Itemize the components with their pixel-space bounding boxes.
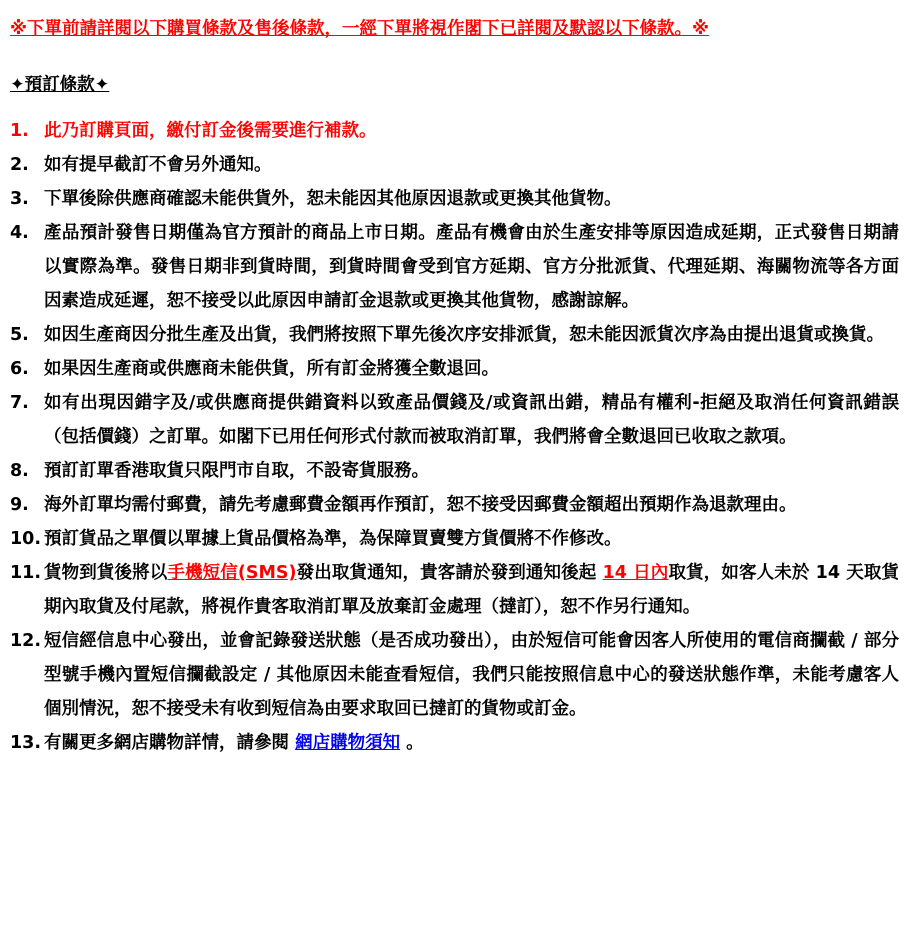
term-number: 4. [10,223,29,243]
term-segment: 有關更多網店購物詳情，請參閱 [44,733,296,753]
term-segment: 產品預計發售日期僅為官方預計的商品上市日期。產品有機會由於生產安排等原因造成延期，正式發售日期請以實際為準。發售日期非到貨時間，到貨時間會受到官方延期、官方分批派貨、代理延期、海關物流等各方面因素造成延遲，恕不接受以此原因申請訂金退款或更換其他貨物，感謝諒解。 [44,223,899,311]
term-number: 12. [10,631,42,651]
term-text [44,556,899,624]
term-item-13 [10,726,899,760]
term-item-4 [10,216,899,318]
term-text [44,318,899,352]
term-segment: 14 日內 [602,563,669,583]
term-number: 5. [10,325,29,345]
term-number: 3. [10,189,29,209]
term-segment: 。 [400,733,424,753]
term-text [44,624,899,726]
term-item-8 [10,454,899,488]
term-item-3 [10,182,899,216]
term-number: 1. [10,121,29,141]
terms-list [10,114,899,760]
term-item-11 [10,556,899,624]
term-text [44,522,899,556]
term-segment: 貨物到貨後將以 [44,563,168,583]
term-segment: 短信經信息中心發出，並會記錄發送狀態（是否成功發出），由於短信可能會因客人所使用的電信商攔截 / 部分型號手機內置短信攔截設定 / 其他原因未能查看短信，我們只能按照信息中心的發送狀態作準，未能考慮客人個別情況，恕不接受未有收到短信為由要求取回已撻訂的貨物或訂金。 [44,631,899,719]
term-text [44,726,899,760]
term-item-5 [10,318,899,352]
term-text [44,182,899,216]
term-text [44,454,899,488]
term-text [44,352,899,386]
term-segment: 預訂訂單香港取貨只限門市自取，不設寄貨服務。 [44,461,429,481]
term-text [44,488,899,522]
term-item-10 [10,522,899,556]
term-text [44,114,899,148]
term-number: 7. [10,393,29,413]
term-number: 8. [10,461,29,481]
term-number: 10. [10,529,42,549]
term-segment: 取貨，如客人未於 14 天取貨期內取貨及付尾款，將視作貴客取消訂單及放棄訂金處理（撻訂），恕不作另行通知。 [44,563,900,617]
term-item-7 [10,386,899,454]
term-segment: 預訂貨品之單價以單據上貨品價格為準，為保障買賣雙方貨價將不作修改。 [44,529,622,549]
term-text [44,216,899,318]
term-text [44,386,899,454]
term-number: 6. [10,359,29,379]
term-segment: 如因生產商因分批生產及出貨，我們將按照下單先後次序安排派貨，恕未能因派貨次序為由提出退貨或換貨。 [44,325,884,345]
term-segment: 手機短信(SMS) [167,563,297,583]
term-item-1 [10,114,899,148]
page-title: ※下單前請詳閱以下購買條款及售後條款，一經下單將視作閣下已詳閱及默認以下條款。※ [10,19,710,39]
term-item-12 [10,624,899,726]
term-segment: 海外訂單均需付郵費，請先考慮郵費金額再作預訂，恕不接受因郵費金額超出預期作為退款理由。 [44,495,797,515]
term-item-6 [10,352,899,386]
term-segment: 下單後除供應商確認未能供貨外，恕未能因其他原因退款或更換其他貨物。 [44,189,622,209]
term-segment: 如果因生產商或供應商未能供貨，所有訂金將獲全數退回。 [44,359,499,379]
term-number: 11. [10,563,42,583]
term-item-2 [10,148,899,182]
term-segment: 如有提早截訂不會另外通知。 [44,155,272,175]
term-number: 9. [10,495,29,515]
term-text [44,148,899,182]
term-number: 13. [10,733,42,753]
term-number: 2. [10,155,29,175]
store-shopping-notice-link[interactable]: 網店購物須知 [295,733,401,753]
term-segment: 如有出現因錯字及/或供應商提供錯資料以致產品價錢及/或資訊出錯，精品有權利-拒絕及取消任何資訊錯誤（包括價錢）之訂單。如閣下已用任何形式付款而被取消訂單，我們將會全數退回已收取之款項。 [44,393,899,447]
term-segment: 此乃訂購頁面，繳付訂金後需要進行補款。 [44,121,377,141]
section-header: ✦預訂條款✦ [10,75,110,95]
term-item-9 [10,488,899,522]
term-segment: 發出取貨通知，貴客請於發到通知後起 [296,563,603,583]
